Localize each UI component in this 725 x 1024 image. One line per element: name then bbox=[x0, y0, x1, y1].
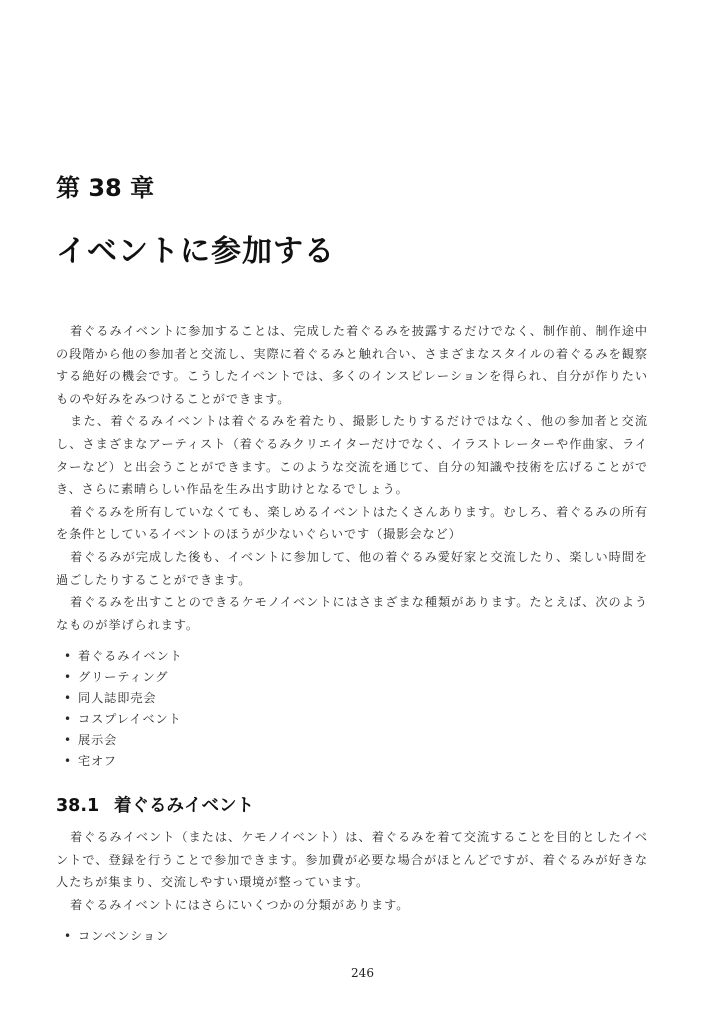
list-item-label: 宅オフ bbox=[78, 754, 117, 769]
list-item bbox=[56, 730, 648, 751]
paragraph: 着ぐるみイベント（または、ケモノイベント）は、着ぐるみを着て交流することを目的としたイベントで、登録を行うことで参加できます。参加費が必要な場合がほとんどですが、着ぐるみが好きな人たちが集まり、交流しやすい環境が整っています。 bbox=[56, 830, 648, 890]
section-title: 着ぐるみイベント bbox=[114, 796, 254, 816]
section-number: 38.1 bbox=[56, 796, 100, 816]
paragraph: 着ぐるみを所有していなくても、楽しめるイベントはたくさんあります。むしろ、着ぐるみの所有を条件としているイベントのほうが少ないぐらいです（撮影会など） bbox=[56, 504, 648, 542]
list-item-label: コンベンション bbox=[78, 929, 170, 944]
paragraph: 着ぐるみイベントに参加することは、完成した着ぐるみを披露するだけでなく、制作前、制作途中の段階から他の参加者と交流し、実際に着ぐるみと触れ合い、さまざまなスタイルの着ぐるみを観察する絶好の機会です。こうしたイベントでは、多くのインスピレーションを得られ、自分が作りたいものや好みをみつけることができます。 bbox=[56, 324, 648, 406]
list-item-label: グリーティング bbox=[78, 670, 169, 685]
list-item bbox=[56, 646, 648, 667]
chapter-number: 第 38 章 bbox=[56, 174, 155, 202]
bullet-icon: • bbox=[64, 929, 72, 944]
section-body bbox=[56, 826, 648, 947]
list-item bbox=[56, 667, 648, 688]
bullet-icon: • bbox=[64, 670, 72, 685]
page-number: 246 bbox=[351, 966, 374, 980]
bullet-icon: • bbox=[64, 712, 72, 727]
event-type-list bbox=[56, 646, 648, 772]
section-heading bbox=[56, 792, 254, 817]
bullet-icon: • bbox=[64, 649, 72, 664]
list-item bbox=[56, 688, 648, 709]
list-item bbox=[56, 751, 648, 772]
chapter-title: イベントに参加する bbox=[56, 234, 335, 269]
list-item bbox=[56, 926, 648, 947]
list-item bbox=[56, 709, 648, 730]
list-item-label: 同人誌即売会 bbox=[78, 691, 157, 706]
paragraph: 着ぐるみが完成した後も、イベントに参加して、他の着ぐるみ愛好家と交流したり、楽しい時間を過ごしたりすることができます。 bbox=[56, 549, 648, 587]
paragraph: また、着ぐるみイベントは着ぐるみを着たり、撮影したりするだけではなく、他の参加者と交流し、さまざまなアーティスト（着ぐるみクリエイターだけでなく、イラストレーターや作曲家、ライターなど）と出会うことができます。このような交流を通じて、自分の知識や技術を広げることができ、さらに素晴らしい作品を生み出す助けとなるでしょう。 bbox=[56, 414, 648, 497]
intro-body bbox=[56, 320, 648, 772]
bullet-icon: • bbox=[64, 691, 72, 706]
event-subtype-list bbox=[56, 926, 648, 947]
list-item-label: 展示会 bbox=[78, 733, 118, 748]
bullet-icon: • bbox=[64, 754, 72, 769]
bullet-icon: • bbox=[64, 733, 72, 748]
list-item-label: 着ぐるみイベント bbox=[78, 649, 183, 664]
paragraph: 着ぐるみイベントにはさらにいくつかの分類があります。 bbox=[70, 897, 410, 912]
paragraph: 着ぐるみを出すことのできるケモノイベントにはさまざまな種類があります。たとえば、次のようなものが挙げられます。 bbox=[56, 595, 648, 632]
list-item-label: コスプレイベント bbox=[78, 712, 182, 727]
